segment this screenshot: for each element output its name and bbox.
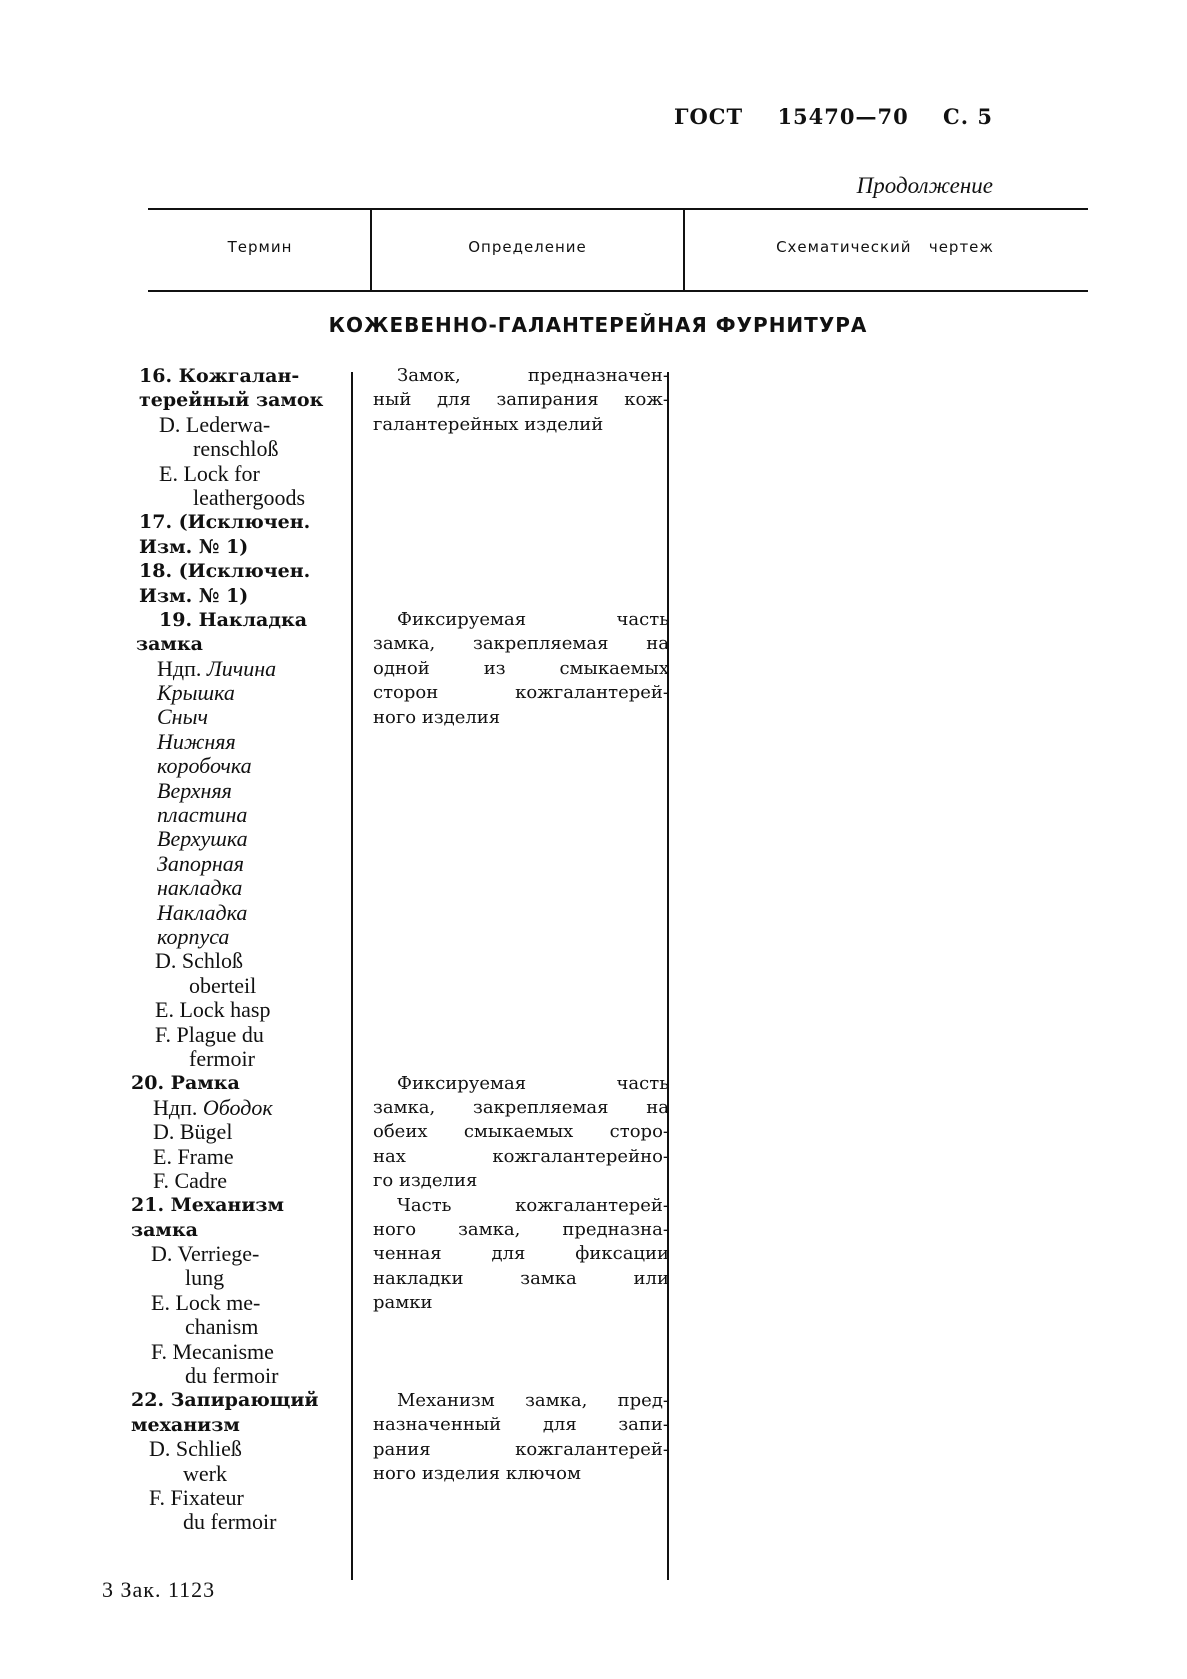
definition-line: Фиксируемая часть [397,1072,669,1094]
term-line: chanism [185,1314,259,1340]
term-line: терейный замок [139,389,324,412]
definition-line: рания кожгалантерей- [373,1438,669,1460]
definition-line: сторон кожгалантерей- [373,682,669,704]
continuation-label: Продолжение [856,173,993,198]
term-line: D. Verriege- [151,1241,260,1267]
term-line: 17. (Исключен. [139,511,311,534]
term-line: 19. Накладка [159,608,308,631]
term-line: D. Bügel [153,1119,233,1145]
term-line: 18. (Исключен. [139,560,311,583]
terms-column [131,364,323,1535]
column-divider-1-body [351,372,353,1580]
term-line: E. Lock hasp [155,997,271,1023]
definition-line: Замок, предназначен- [397,365,669,386]
definition-line: ченная для фиксации [373,1243,669,1265]
term-line: werk [183,1460,227,1486]
standard-label: ГОСТ [673,104,744,129]
column-header-drawing: Схематический чертеж [776,238,994,256]
term-line: корпуса [157,923,230,949]
term-line: 22. Запирающий [131,1389,319,1412]
term-line: Верхушка [157,826,248,852]
term-line: oberteil [189,972,257,998]
term-line: коробочка [157,753,252,779]
term-line: Ндп. Личина [157,655,277,681]
term-line: D. Schloß [155,948,243,974]
order-footer: 3 Зак. 1123 [102,1577,216,1602]
standard-number: 15470—70 [777,104,909,129]
document-header [674,104,993,129]
term-line: накладка [157,875,243,901]
term-line: du fermoir [183,1509,277,1535]
term-line: leathergoods [193,484,306,510]
term-line: замка [131,1218,198,1241]
definition-line: назначенный для запи- [373,1414,669,1436]
term-line: Запорная [157,850,245,876]
term-line: Ндп. Ободок [153,1094,273,1120]
term-line: механизм [131,1413,240,1436]
term-line: Верхняя [157,777,232,803]
term-line: Сныч [157,704,208,730]
definition-line: го изделия [373,1170,478,1192]
definition-line: ного изделия ключом [373,1463,581,1485]
term-line: пластина [157,802,248,828]
term-line: E. Lock me- [151,1289,261,1315]
term-line: Нижняя [157,728,236,754]
term-line: Изм. № 1) [139,535,249,558]
definition-line: одной из смыкаемых [373,657,669,679]
definition-line: ный для запирания кож- [373,389,669,411]
definition-line: накладки замка или [373,1267,669,1289]
term-line: 21. Механизм [131,1194,285,1217]
term-line: D. Schließ [149,1436,242,1462]
definition-line: Часть кожгалантерей- [397,1194,669,1216]
definition-line: ного замка, предназна- [373,1219,669,1241]
definition-line: галантерейных изделий [373,413,604,435]
table-header-rule [148,290,1088,292]
term-line: Изм. № 1) [139,584,249,607]
term-line: renschloß [193,436,279,462]
column-header-term: Термин [227,238,293,256]
definition-block [373,1389,669,1487]
definition-line: обеих смыкаемых сторо- [373,1121,669,1143]
definition-block [373,1072,669,1316]
column-header-definition: Определение [468,238,587,256]
term-line: F. Plague du [155,1021,264,1047]
definition-line: ного изделия [373,706,501,728]
term-line: Крышка [157,680,235,706]
term-line: 16. Кожгалан- [139,365,300,387]
term-line: du fermoir [185,1363,279,1389]
page-number: С. 5 [943,104,993,129]
definition-line: Фиксируемая часть [397,609,669,630]
definition-line: нах кожгалантерейно- [373,1145,669,1167]
term-line: lung [185,1265,225,1291]
term-line: fermoir [189,1045,255,1071]
term-line: F. Fixateur [149,1484,244,1510]
definition-block [373,364,669,437]
definition-line: замка, закрепляемая на [373,633,669,655]
term-line: E. Lock for [159,460,260,486]
definition-line: замка, закрепляемая на [373,1097,669,1118]
section-title: КОЖЕВЕННО-ГАЛАНТЕРЕЙНАЯ ФУРНИТУРА [328,313,868,337]
term-line: Накладка [157,899,248,925]
term-line: E. Frame [153,1143,234,1169]
definition-line: Механизм замка, пред- [397,1389,669,1411]
term-line: 20. Рамка [131,1072,240,1095]
term-line: F. Cadre [153,1167,228,1193]
term-line: замка [136,633,203,656]
definition-block [373,608,669,730]
definition-line: рамки [373,1292,433,1314]
table-top-rule [148,208,1088,210]
term-line: F. Mecanisme [151,1338,274,1364]
term-line: D. Lederwa- [159,411,271,437]
